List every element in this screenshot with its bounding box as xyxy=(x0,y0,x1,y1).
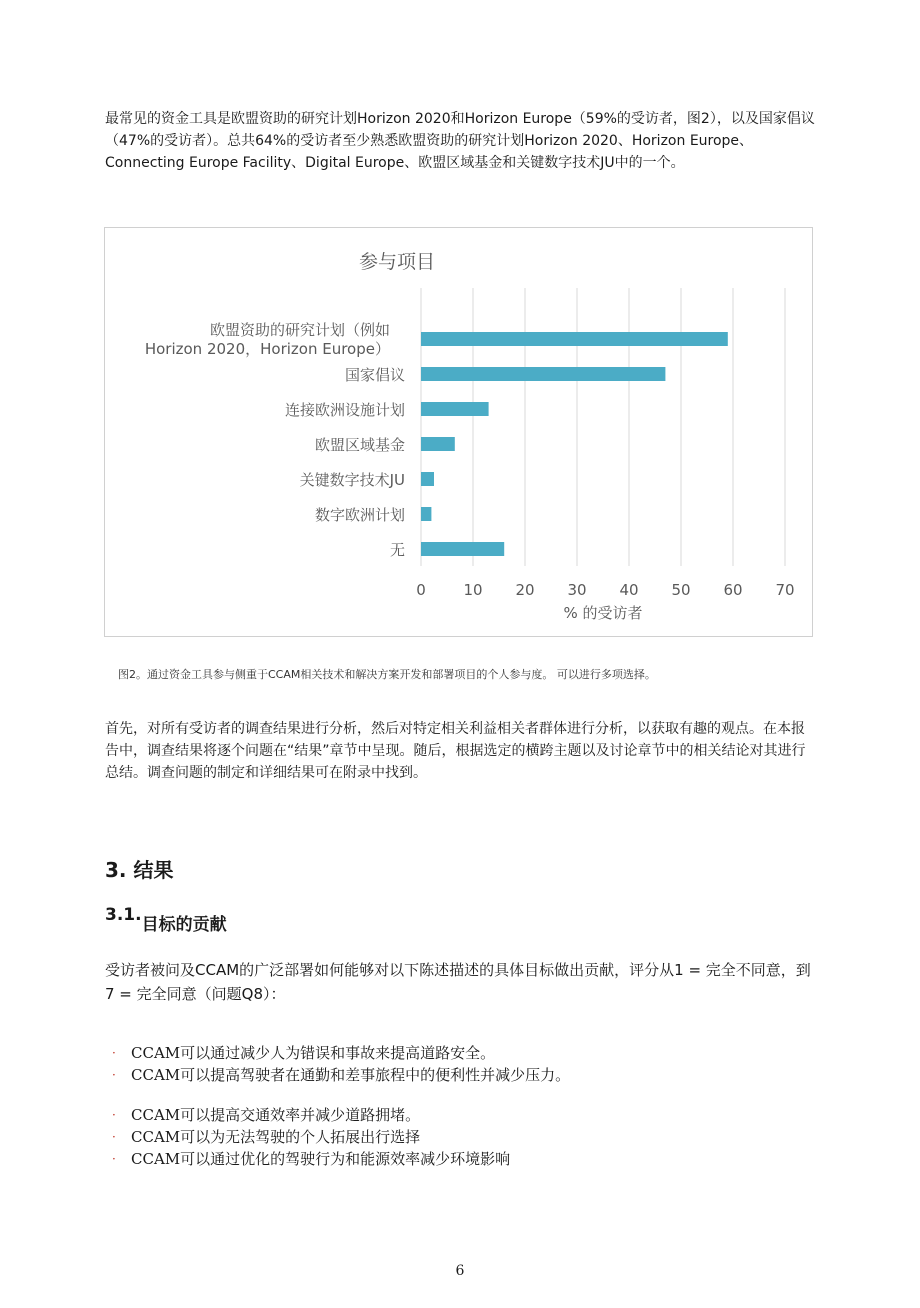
bar-chart-svg xyxy=(105,228,814,638)
bar xyxy=(421,332,728,346)
bullet-list-1 xyxy=(105,1042,570,1086)
list-item xyxy=(105,1126,510,1148)
list-item xyxy=(105,1064,570,1086)
figure-caption: 图2。通过资金工具参与侧重于CCAM相关技术和解决方案开发和部署项目的个人参与度。 可以进行多项选择。 xyxy=(118,668,656,681)
x-axis-label: % 的受访者 xyxy=(563,604,643,622)
x-tick-label: 10 xyxy=(463,581,483,599)
bullet-text: CCAM可以提高交通效率并减少道路拥堵。 xyxy=(131,1106,421,1124)
section-heading: 3. 结果 xyxy=(105,858,174,882)
category-label: 国家倡议 xyxy=(344,366,405,384)
bullet-dot: · xyxy=(112,1130,116,1144)
bullet-dot: · xyxy=(112,1046,116,1060)
x-tick-label: 40 xyxy=(619,581,639,599)
category-label: 连接欧洲设施计划 xyxy=(284,401,405,419)
bullet-text: CCAM可以通过优化的驾驶行为和能源效率减少环境影响 xyxy=(131,1150,511,1168)
subsection-number: 3.1. xyxy=(105,905,142,925)
subsection-heading xyxy=(105,904,227,935)
x-tick-label: 20 xyxy=(515,581,535,599)
bullet-dot: · xyxy=(112,1068,116,1082)
list-item xyxy=(105,1104,510,1126)
subsection-title: 目标的贡献 xyxy=(141,915,227,935)
bullet-dot: · xyxy=(112,1108,116,1122)
chart-title: 参与项目 xyxy=(359,251,436,273)
x-tick-label: 50 xyxy=(671,581,691,599)
bullet-text: CCAM可以为无法驾驶的个人拓展出行选择 xyxy=(131,1128,421,1146)
x-tick-label: 70 xyxy=(775,581,795,599)
bullet-text: CCAM可以通过减少人为错误和事故来提高道路安全。 xyxy=(131,1044,496,1062)
x-tick-label: 30 xyxy=(567,581,587,599)
list-item xyxy=(105,1148,510,1170)
category-label: 无 xyxy=(389,541,405,559)
x-tick-label: 60 xyxy=(723,581,743,599)
category-label: 欧盟资助的研究计划（例如 xyxy=(209,321,390,339)
bullet-list-2 xyxy=(105,1104,510,1170)
question-paragraph: 受访者被问及CCAM的广泛部署如何能够对以下陈述描述的具体目标做出贡献，评分从1 = 完全不同意，到7 = 完全同意（问题Q8）： xyxy=(105,961,811,1003)
participation-chart xyxy=(104,227,813,637)
bar xyxy=(421,437,455,451)
category-label: 关键数字技术JU xyxy=(299,471,405,489)
x-tick-label: 0 xyxy=(416,581,426,599)
bullet-dot: · xyxy=(112,1152,116,1166)
bar xyxy=(421,402,489,416)
bar xyxy=(421,507,431,521)
bullet-text: CCAM可以提高驾驶者在通勤和差事旅程中的便利性并减少压力。 xyxy=(131,1066,571,1084)
analysis-paragraph: 首先，对所有受访者的调查结果进行分析，然后对特定相关利益相关者群体进行分析，以获取有趣的观点。在本报告中，调查结果将逐个问题在“结果”章节中呈现。随后，根据选定的横跨主题以及讨论章节中的相关结论对其进行总结。调查问题的制定和详细结果可在附录中找到。 xyxy=(105,721,806,781)
intro-paragraph: 最常见的资金工具是欧盟资助的研究计划Horizon 2020和Horizon Europe（59%的受访者，图2），以及国家倡议（47%的受访者）。总共64%的受访者至少熟悉欧盟资助的研究计划Horizon 2020、Horizon Europe、Connecting Europe Facility、Digital Europe、欧盟区域基金和关键数字技术JU中的一个。 xyxy=(105,111,815,171)
category-label: Horizon 2020，Horizon Europe） xyxy=(144,340,390,358)
bar xyxy=(421,542,504,556)
bar xyxy=(421,367,665,381)
category-label: 数字欧洲计划 xyxy=(314,506,405,524)
bar xyxy=(421,472,434,486)
category-label: 欧盟区域基金 xyxy=(314,436,405,454)
list-item xyxy=(105,1042,570,1064)
page-number: 6 xyxy=(455,1263,465,1279)
